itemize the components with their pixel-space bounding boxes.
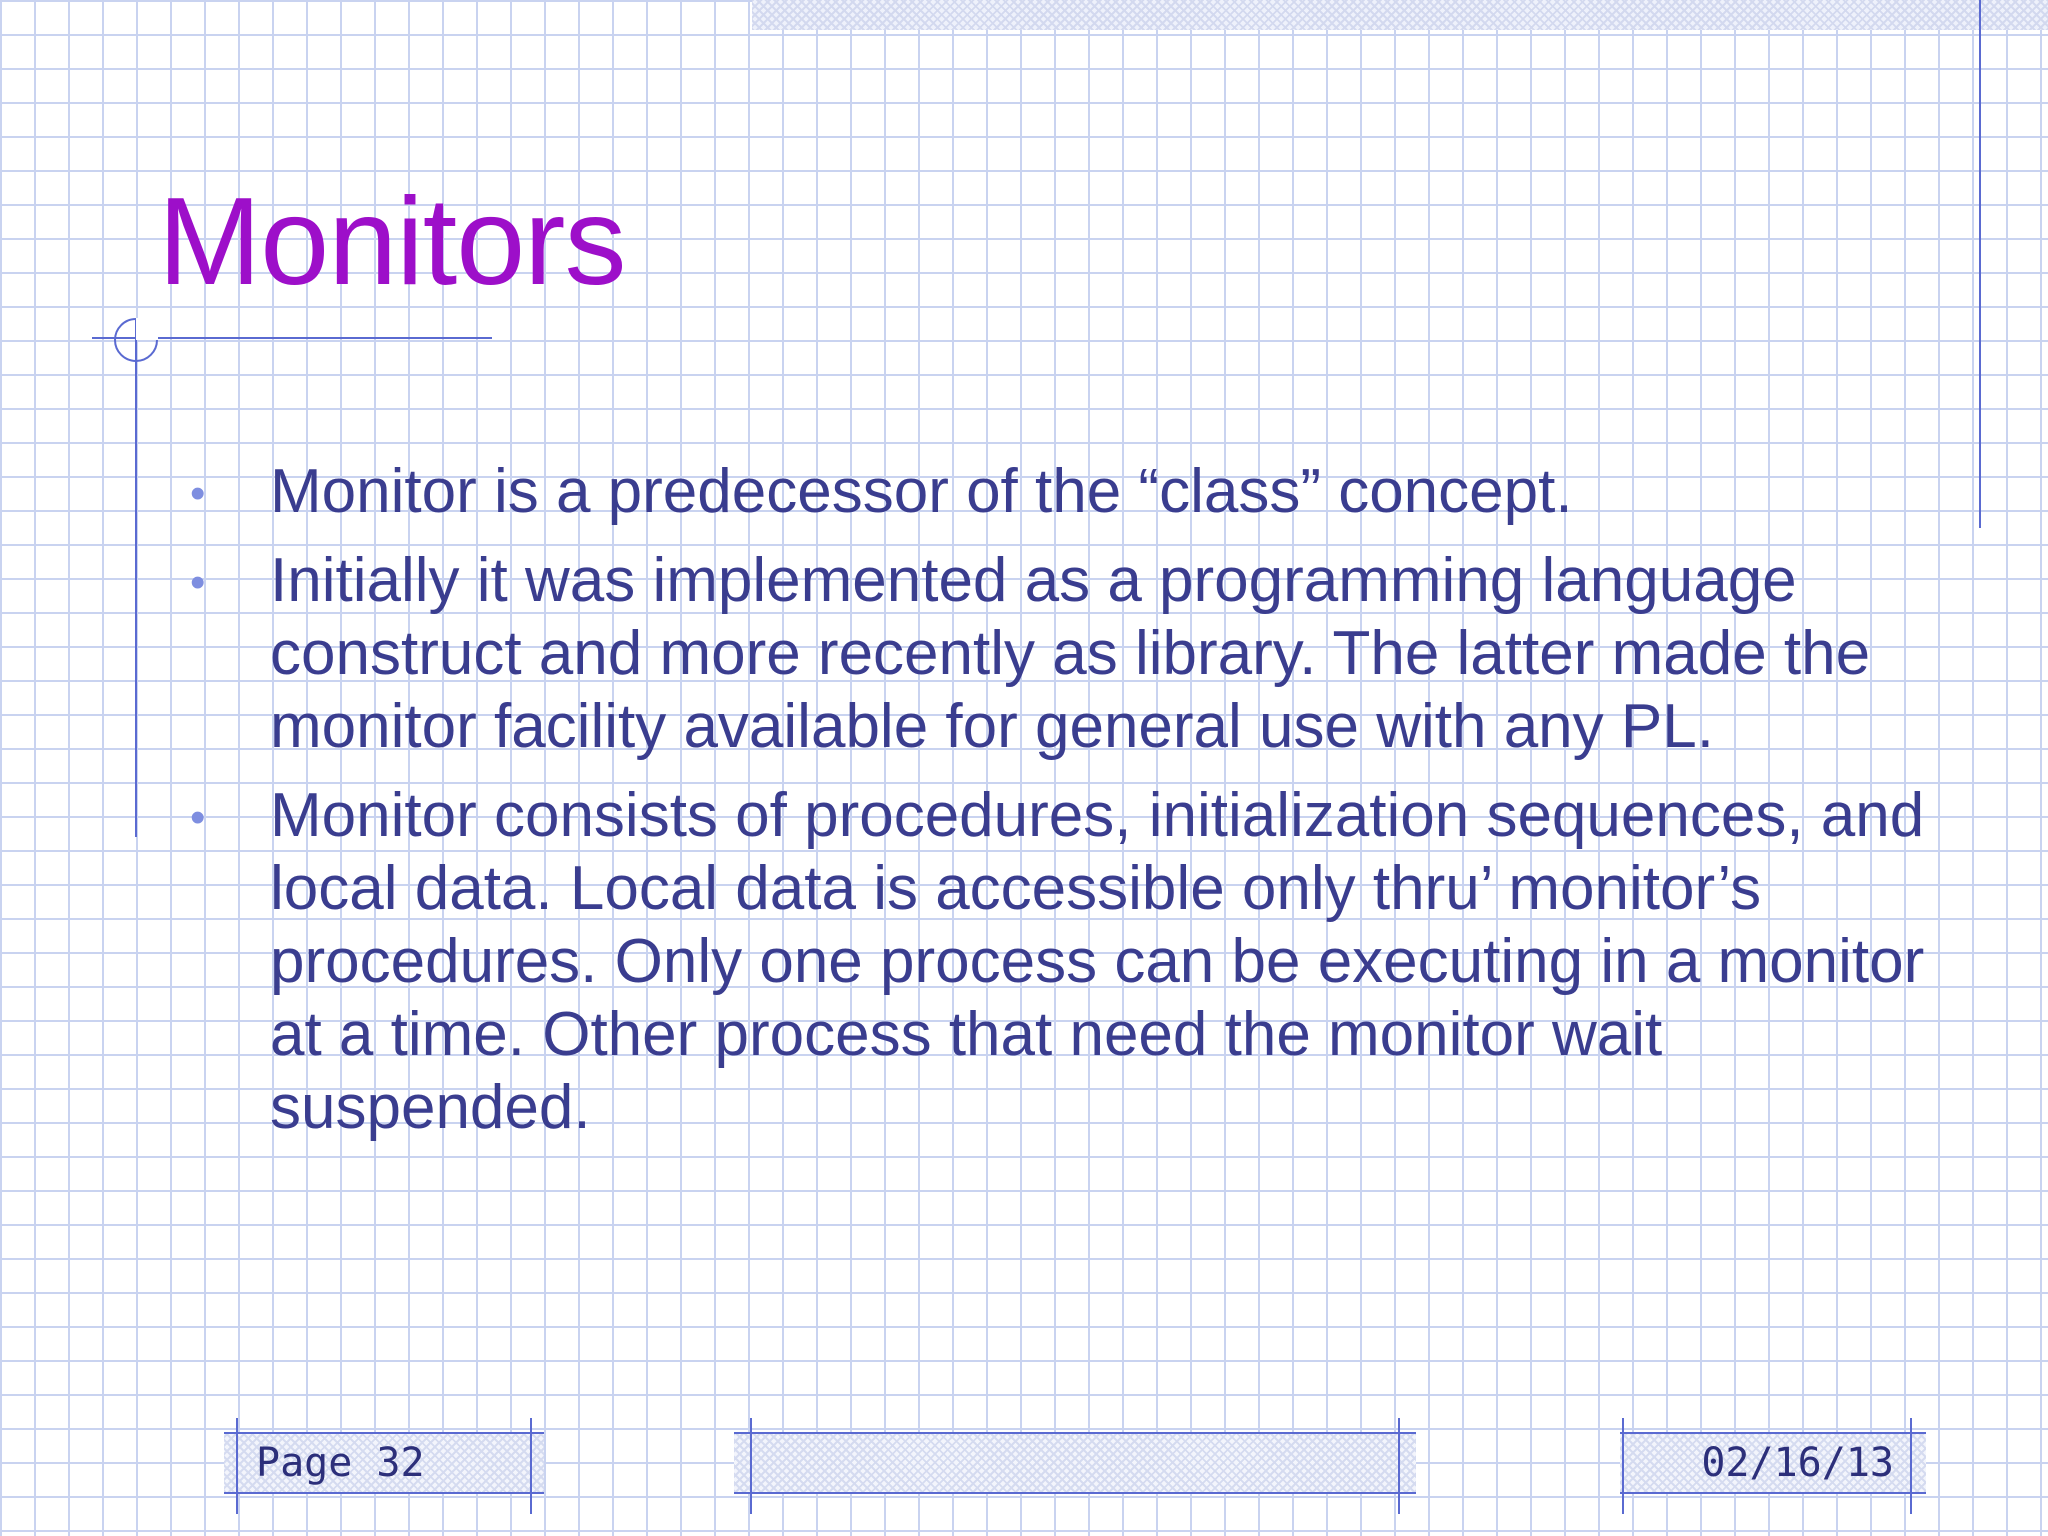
bullet-item — [190, 779, 1930, 1144]
crosshair-icon — [114, 318, 158, 362]
footer-divider — [1398, 1418, 1400, 1514]
footer-page-box — [224, 1432, 544, 1494]
bullet-list — [190, 455, 1930, 1160]
bullet-item — [190, 455, 1930, 528]
footer-divider — [1622, 1418, 1624, 1514]
footer-divider — [530, 1418, 532, 1514]
footer-date-box — [1620, 1432, 1926, 1494]
bullet-text: Initially it was implemented as a programming language construct and more recently as library. The latter made the monitor facility available for general use with any PL. — [270, 546, 1871, 761]
bullet-text: Monitor consists of procedures, initialization sequences, and local data. Local data is accessible only thru’ monitor’s procedures. Only one process can be executing in a monitor at a time. Other process that need the monitor wait suspended. — [270, 781, 1925, 1142]
page-number: Page 32 — [256, 1440, 425, 1486]
top-decorative-band — [752, 0, 2048, 30]
bullet-dot-icon: • — [190, 558, 206, 607]
left-vertical-rule — [135, 320, 137, 837]
bullet-dot-icon: • — [190, 469, 206, 518]
footer-divider — [236, 1418, 238, 1514]
bullet-item — [190, 544, 1930, 763]
slide-date: 02/16/13 — [1701, 1440, 1894, 1486]
footer-divider — [750, 1418, 752, 1514]
footer-center-box — [734, 1432, 1416, 1494]
bullet-dot-icon: • — [190, 793, 206, 842]
slide-title: Monitors — [158, 173, 626, 311]
bullet-text: Monitor is a predecessor of the “class” concept. — [270, 457, 1573, 526]
footer-divider — [1910, 1418, 1912, 1514]
right-vertical-rule — [1979, 0, 1981, 528]
